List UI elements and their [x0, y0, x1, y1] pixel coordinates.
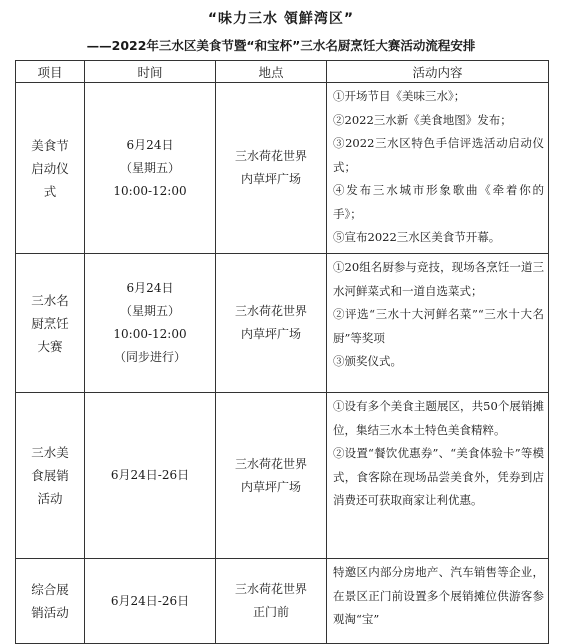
item-text-line: 综合展 [31, 582, 69, 597]
content-item: ②2022三水新《美食地图》发布； [333, 112, 512, 127]
content-item: ①设有多个美食主题展区，共50个展销摊位，集结三水本土特色美食精粹。 [333, 399, 544, 437]
time-cell [85, 393, 216, 559]
time-cell [85, 83, 216, 254]
table-row [16, 559, 549, 644]
item-text-line: 大赛 [37, 338, 63, 354]
content-cell [327, 559, 549, 644]
item-cell [16, 393, 85, 559]
content-item: ③2022三水区特色手信评选活动启动仪式； [333, 136, 544, 174]
column-header-item: 项目 [16, 61, 85, 83]
place-text-line: 内草坪广场 [240, 327, 301, 341]
content-item: ③颁奖仪式。 [333, 354, 402, 368]
place-text-line: 三水荷花世界 [234, 456, 307, 471]
item-text-line: 启动仪 [31, 160, 69, 176]
column-header-time: 时间 [85, 61, 216, 83]
item-cell [16, 83, 85, 254]
item-text-line: 厨烹饪 [31, 315, 69, 331]
item-text-line: 食展销 [31, 468, 69, 483]
content-item: ①开场节目《美味三水》； [333, 89, 466, 103]
item-text-line: 销活动 [31, 605, 69, 620]
time-text-line: 10:00-12:00 [113, 183, 187, 198]
place-cell [216, 254, 327, 393]
content-cell [327, 393, 549, 559]
item-text-line: 美食节 [31, 137, 69, 153]
content-cell [327, 83, 549, 254]
item-cell [16, 254, 85, 393]
item-text-line: 三水名 [31, 292, 69, 308]
place-cell [216, 83, 327, 254]
table-row [16, 83, 549, 254]
content-item: ②评选“三水十大河鲜名菜”“三水十大名厨”等奖项 [333, 307, 544, 345]
content-item: ①20组名厨参与竞技，现场各烹饪一道三水河鲜菜式和一道自选菜式； [333, 260, 544, 298]
time-text-line: 6月24日-26日 [110, 468, 190, 482]
item-text-line: 活动 [37, 491, 63, 506]
column-header-content: 活动内容 [327, 61, 549, 83]
content-cell [327, 254, 549, 393]
time-text-line: 6月24日 [126, 281, 174, 295]
time-text-line: （星期五） [119, 304, 180, 318]
time-text-line: （同步进行） [113, 350, 186, 364]
place-text-line: 内草坪广场 [240, 479, 301, 494]
time-text-line: （星期五） [119, 160, 180, 175]
page-title: “味力三水 領鮮湾区” [207, 11, 355, 27]
place-text-line: 内草坪广场 [240, 172, 301, 186]
content-item: ④发布三水城市形象歌曲《牵着你的手》； [333, 183, 544, 221]
place-text-line: 三水荷花世界 [234, 304, 307, 318]
time-text-line: 6月24日-26日 [110, 593, 190, 608]
column-header-place: 地点 [216, 61, 327, 83]
place-text-line: 三水荷花世界 [234, 149, 307, 163]
table-header-row [16, 61, 549, 83]
place-cell [216, 559, 327, 644]
item-cell [16, 559, 85, 644]
place-cell [216, 393, 327, 559]
schedule-table [15, 60, 549, 644]
place-text-line: 正门前 [252, 605, 289, 619]
table-row [16, 393, 549, 559]
content-item: ⑤宣布2022三水区美食节开幕。 [333, 230, 501, 244]
time-cell [85, 559, 216, 644]
content-item: 特邀区内部分房地产、汽车销售等企业，在景区正门前设置多个展销摊位供游客参观淘“宝” [333, 565, 544, 626]
page-subtitle: ——2022年三水区美食节暨“和宝杯”三水名厨烹饪大赛活动流程安排 [86, 38, 476, 53]
time-cell [85, 254, 216, 393]
place-text-line: 三水荷花世界 [234, 582, 307, 596]
item-text-line: 式 [43, 183, 57, 199]
content-item: ②设置“餐饮优惠券”、“美食体验卡”等模式，食客除在现场品尝美食外，凭券到店消费还可获取商家让利优惠。 [333, 446, 544, 507]
time-text-line: 10:00-12:00 [113, 327, 187, 341]
item-text-line: 三水美 [31, 445, 69, 460]
table-row [16, 254, 549, 393]
time-text-line: 6月24日 [126, 137, 174, 152]
